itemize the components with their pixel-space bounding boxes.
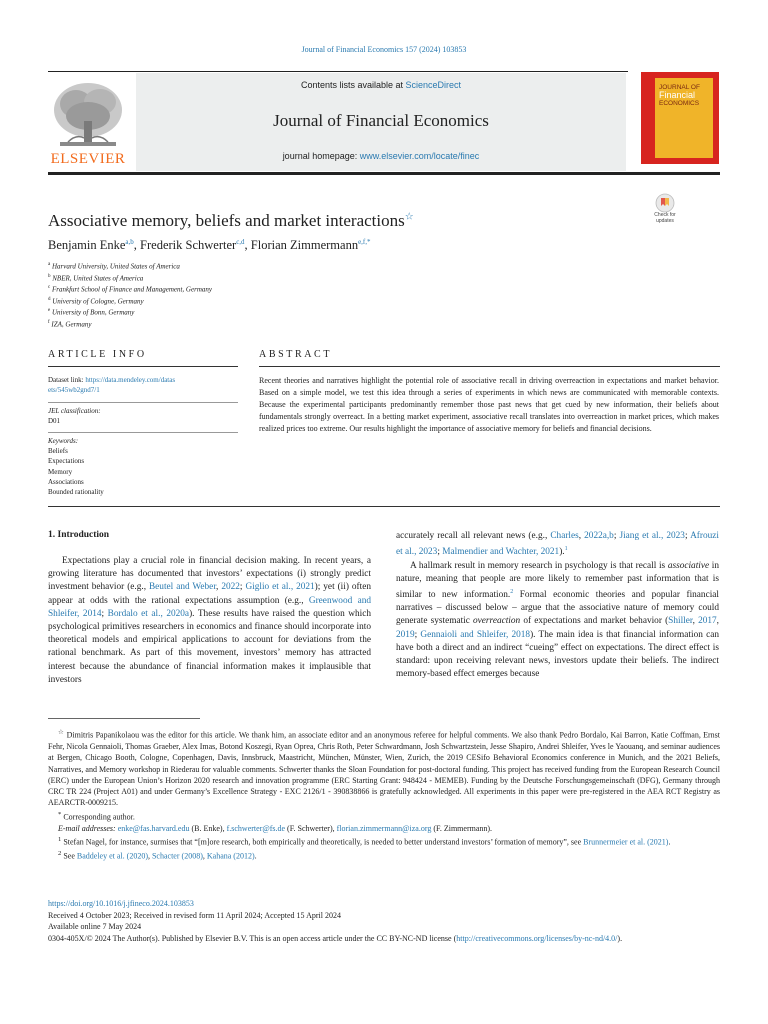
citation-link[interactable]: 2019 [396, 629, 415, 640]
citation-link[interactable]: Beutel and Weber [148, 582, 217, 593]
introduction-heading: 1. Introduction [48, 530, 110, 540]
journal-homepage-link[interactable]: www.elsevier.com/locate/finec [359, 151, 480, 161]
abstract-heading: ABSTRACT [259, 349, 333, 360]
check-updates-icon [654, 193, 676, 213]
doi-link[interactable]: https://doi.org/10.1016/j.jfineco.2024.103853 [48, 899, 194, 908]
keyword-item: Expectations [48, 457, 85, 466]
email-link[interactable]: enke@fas.harvard.edu [117, 823, 190, 833]
intro-paragraph: A hallmark result in memory research in psychology is that recall is associative in nature, meaning that people are more likely to remember past information that is similar to new information.$^2$ Formal economic theories and popular financial narratives – discussed below – argue that the associative nature of memory could generate systematic overreaction of expectations and market behavior (Shiller, 2017, 2019; Gennaioli and Shleifer, 2018). The main idea is that financial information can have both a direct and an indirect “cueing” effect on expectations. The direct effect is standard: upon receiving relevant news, investors update their beliefs. The indirect memory-based effect emerges because [396, 560, 719, 680]
journal-citation-link[interactable]: Journal of Financial Economics 157 (2024) 103853 [301, 45, 467, 54]
citation-link[interactable]: Jiang et al., 2023 [619, 531, 685, 541]
citation-link[interactable]: Afrouzi et al., 2023 [396, 531, 719, 558]
email-link[interactable]: florian.zimmermann@iza.org [336, 823, 432, 833]
citation-link[interactable]: Malmendier and Wachter, 2021 [442, 547, 560, 558]
footnote-rule [48, 718, 200, 719]
footnotes [48, 727, 720, 862]
affiliation-list [48, 260, 212, 329]
elsevier-wordmark: ELSEVIER [50, 151, 126, 167]
header-bottom-rule [48, 172, 720, 175]
footnote-1: $^1$ Stefan Nagel, for instance, surmises that “[m]ore research, both empirically and theoretically, is needed to better understand investors’ formation of memory”, see Brunnermeier et al. (2021). [58, 835, 671, 847]
footnote-ref[interactable]: 2 [510, 588, 514, 595]
affiliation-item: $^a$ Harvard University, United States of America [48, 262, 180, 271]
intro-right-column [396, 530, 719, 681]
affiliation-item: $^f$ IZA, Germany [48, 319, 92, 328]
article-title: Associative memory, beliefs and market interactions☆ [48, 211, 414, 230]
footnote-emails: E-mail addresses: enke@fas.harvard.edu (B. Enke), f.schwerter@fs.de (F. Schwerter), florian.zimmermann@iza.org (F. Zimmermann). [58, 823, 493, 833]
journal-homepage-line: journal homepage: www.elsevier.com/locate/finec [282, 151, 480, 161]
dataset-link-block: Dataset link: https://data.mendeley.com/datas ets/545wb2gnd7/1 [48, 376, 176, 395]
author-name[interactable]: Florian Zimmermann [250, 238, 359, 253]
intro-paragraph-continued: accurately recall all relevant news (e.g., Charles, 2022a,b; Jiang et al., 2023; Afrouzi et al., 2023; Malmendier and Wachter, 2021).$^1$ [396, 531, 719, 558]
keyword-item: Beliefs [48, 447, 68, 456]
abstract-text: Recent theories and narratives highlight the potential role of associative recall in driving overreaction in expectations and market behavior. Based on a simple model, we test this idea through a series of experiments in which news are communicated with memorable contexts. Because the experimental participants predominantly remember those past news that get cued by new information, their beliefs about fundamentals strongly overreact. In a betting market experiment, associative recall translates into overreaction in market prices, which makes realized prices too extreme. Our results highlight the importance of associative memory for beliefs and financial decisions. [259, 376, 719, 433]
citation-link[interactable]: Kahana (2012) [206, 851, 255, 861]
article-info-divider [48, 402, 238, 403]
citation-link[interactable]: 2022a,b [584, 531, 614, 541]
keyword-item: Memory [48, 467, 73, 476]
jel-block: JEL classification: D01 [48, 407, 101, 426]
keyword-item: Associations [48, 477, 84, 486]
author-affiliation-marks[interactable]: c,d [236, 238, 245, 246]
footnote-ref[interactable]: 1 [564, 546, 568, 553]
keyword-item: Bounded rationality [48, 488, 104, 497]
author-name[interactable]: Benjamin Enke [48, 238, 126, 253]
dataset-link-cont[interactable]: ets/545wb2gnd7/1 [48, 386, 100, 395]
citation-link[interactable]: 2017 [698, 616, 717, 627]
journal-name: Journal of Financial Economics [273, 111, 489, 130]
author-list: Benjamin Enke$^{a,b}$, Frederik Schwerter$^{c,d}$, Florian Zimmermann$^{e,f,*}$ [48, 238, 371, 253]
citation-link[interactable]: Giglio et al., 2021 [245, 582, 315, 593]
affiliation-item: $^b$ NBER, United States of America [48, 273, 144, 282]
contents-line: Contents lists available at ScienceDirect [300, 80, 462, 90]
license-line: 0304-405X/© 2024 The Author(s). Published by Elsevier B.V. This is an open access article under the CC BY-NC-ND license (http://creativecommons.org/licenses/by-nc-nd/4.0/). [48, 933, 623, 943]
citation-link[interactable]: Brunnermeier et al. (2021) [583, 837, 669, 847]
article-meta [48, 898, 720, 944]
check-for-updates-button[interactable]: Check for updates [646, 193, 684, 229]
footnote-star: ☆ Dimitris Papanikolaou was the editor for this article. We thank him, an associate editor and an anonymous referee for helpful comments. We also thank Pedro Bordalo, Kai Barron, Katie Coffman, Ernst Fehr, Nicola Gennaioli, Thomas Graeber, Alex Imas, Botond Koszegi, Ryan Oprea, Chris Roth, Peter Schwardmann, Josh Schwartzstein, Jesse Shapiro, Andrei Shleifer, Yves le Yaouanq, and seminar audiences at Bergen, Chicago Booth, Cologne, Copenhagen, Davis, Innsbruck, Maastricht, München, Münster, Wien, Zurich, the 2019 CESifo Behavioral Economics conference in Munich, and the 2021 Beliefs, Narratives, and Memory workshop in Riederau for valuable comments. Schwerter thanks the Sloan Foundation for post-doctoral funding. This project has received funding from the European Research Council (ERC) under the European Union’s Horizon 2020 research and innovation programme (ERC Starting Grant: 948424 - MEMEB). Funding by the Deutsche Forschungsgemeinschaft (DFG), Germany through CRC TR 224 (Project A01) and under Germany’s Excellence Strategy - EXC 2126/1 - 390838866 is gratefully acknowledged. All experiments in this paper were pre-registered in the AEA RCT Registry as AEARCTR-0009215. [48, 729, 721, 808]
keywords-block: Keywords: Beliefs Expectations Memory Associations Bounded rationality [48, 436, 238, 497]
title-footnote-star[interactable]: ☆ [404, 211, 414, 223]
author-name[interactable]: Frederik Schwerter [140, 238, 237, 253]
citation-link[interactable]: Shiller [668, 616, 693, 627]
affiliation-item: $^c$ Frankfurt School of Finance and Management, Germany [48, 285, 212, 294]
cover-title: JOURNAL OF Financial ECONOMICS [659, 84, 700, 107]
email-link[interactable]: f.schwerter@fs.de [226, 823, 286, 833]
abstract-bottom-rule [48, 506, 720, 507]
author-affiliation-marks[interactable]: e,f,* [358, 238, 371, 246]
sciencedirect-link[interactable]: ScienceDirect [405, 80, 462, 90]
received-dates: Received 4 October 2023; Received in revised form 11 April 2024; Accepted 15 April 2024 [48, 910, 341, 920]
article-info-rule [48, 366, 238, 367]
license-link[interactable]: http://creativecommons.org/licenses/by-nc-nd/4.0/ [456, 933, 618, 943]
intro-left-column: Expectations play a crucial role in financial decision making. In recent years, a growing literature has documented that investors’ expectations (i) strongly predict investment behavior (e.g., Beutel and Weber, 2022; Giglio et al., 2021); yet (ii) often appear at odds with the rational expectations assumption (e.g., Greenwood and Shleifer, 2014; Bordalo et al., 2020a). These results have raised the question which psychological primitives researchers in economics and finance should incorporate into theoretical models and empirical applications to account for deviations from the rational benchmark. As part of this movement, investors’ memory has attracted interest because the abundance of financial information makes it implausible that investors [48, 556, 371, 685]
author-affiliation-marks[interactable]: a,b [125, 238, 134, 246]
citation-link[interactable]: Greenwood and Shleifer, 2014 [48, 595, 371, 619]
article-info-heading: ARTICLE INFO [48, 349, 147, 360]
footnote-2: $^2$ See Baddeley et al. (2020), Schacter (2008), Kahana (2012). [58, 849, 257, 861]
citation-link[interactable]: Bordalo et al., 2020a [107, 608, 190, 619]
abstract-rule [259, 366, 720, 367]
citation-link[interactable]: Schacter (2008) [151, 851, 203, 861]
citation-link[interactable]: Baddeley et al. (2020) [76, 851, 148, 861]
footnote-corresponding: * Corresponding author. [58, 810, 135, 822]
affiliation-item: $^e$ University of Bonn, Germany [48, 308, 135, 317]
available-online: Available online 7 May 2024 [48, 922, 142, 931]
header-top-rule [48, 71, 628, 72]
dataset-link[interactable]: https://data.mendeley.com/datas [85, 376, 176, 384]
affiliation-item: $^d$ University of Cologne, Germany [48, 296, 144, 305]
citation-link[interactable]: Charles [550, 531, 579, 541]
article-info-divider [48, 432, 238, 433]
citation-link[interactable]: Gennaioli and Shleifer, 2018 [420, 629, 531, 640]
journal-cover-image[interactable] [641, 72, 719, 164]
citation-link[interactable]: 2022 [221, 582, 240, 593]
